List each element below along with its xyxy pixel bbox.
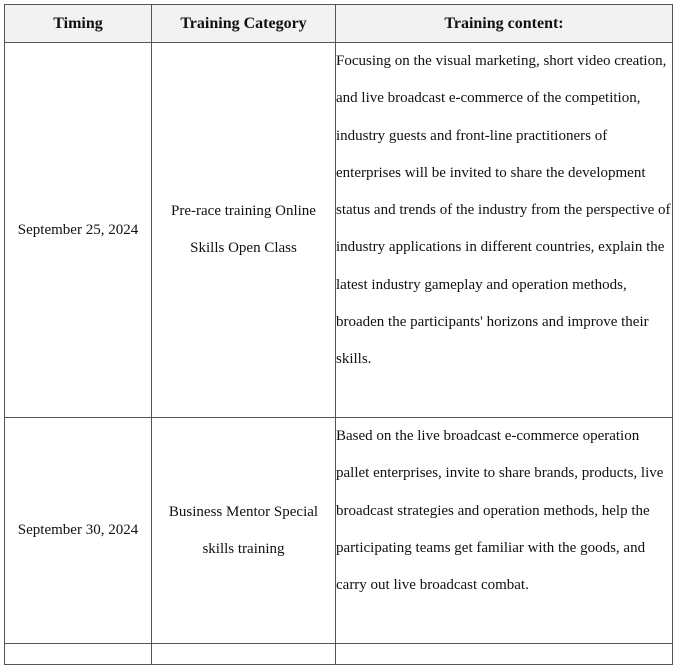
content-cell <box>336 418 673 644</box>
timing-text: September 30, 2024 <box>17 522 139 538</box>
timing-cell <box>5 418 152 644</box>
empty-cell <box>336 644 673 665</box>
training-schedule-table <box>4 4 673 665</box>
table-row <box>5 43 673 418</box>
content-text: Focusing on the visual marketing, short video creation, and live broadcast e-commerce of the competition, industry guests and front-line practitioners of enterprises will be invited to share the development status and trends of the industry from the perspective of industry applications in different countries, explain the latest industry gameplay and operation methods, broaden the participants' horizons and improve their skills. <box>336 53 671 368</box>
table-row-partial <box>5 644 673 665</box>
header-training-content: Training content: <box>336 5 673 43</box>
header-timing: Timing <box>5 5 152 43</box>
table-header-row <box>5 5 673 43</box>
table-row <box>5 418 673 644</box>
category-text: Business Mentor Special skills training <box>168 503 319 557</box>
timing-cell <box>5 43 152 418</box>
header-training-category: Training Category <box>152 5 336 43</box>
timing-text: September 25, 2024 <box>17 221 139 238</box>
content-text: Based on the live broadcast e-commerce operation pallet enterprises, invite to share brands, products, live broadcast strategies and operation methods, help the participating teams get familiar with the goods, and carry out live broadcast combat. <box>336 428 664 594</box>
category-cell <box>152 418 336 644</box>
content-cell <box>336 43 673 418</box>
category-text: Pre-race training Online Skills Open Class <box>171 203 316 256</box>
category-cell <box>152 43 336 418</box>
empty-cell <box>5 644 152 665</box>
empty-cell <box>152 644 336 665</box>
